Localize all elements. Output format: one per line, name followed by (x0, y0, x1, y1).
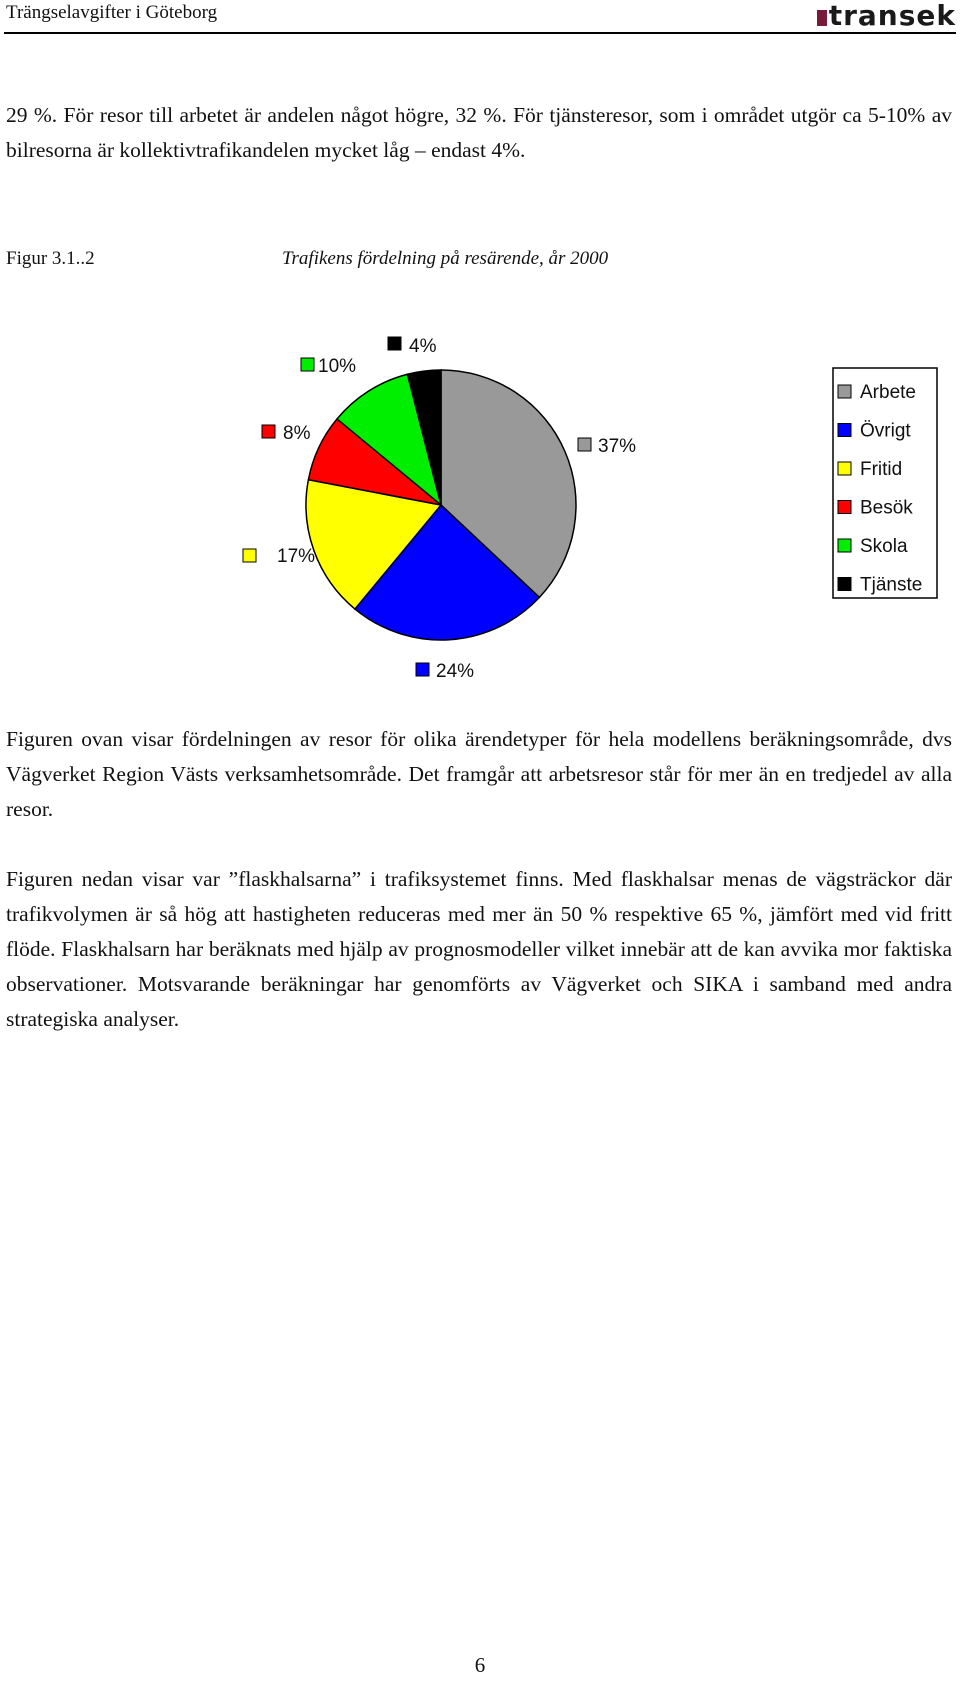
legend-entry-skola: Skola (860, 536, 908, 557)
legend-swatch-fritid (838, 462, 851, 475)
pie-legend (833, 368, 937, 598)
document-header-title: Trängselavgifter i Göteborg (6, 2, 218, 23)
pie-chart (0, 290, 960, 690)
legend-swatch-tjänste (838, 578, 851, 591)
legend-entry-tjänste: Tjänste (860, 574, 923, 596)
legend-entry-arbete: Arbete (860, 382, 916, 403)
header-rule (4, 32, 956, 34)
legend-swatch-skola (838, 539, 851, 552)
logo-mark (817, 10, 827, 26)
data-label-skola: 10% (318, 356, 357, 377)
pie-slices (306, 370, 576, 640)
data-label-swatch (262, 425, 275, 438)
data-label-fritid: 17% (277, 546, 316, 567)
legend-entry-besök: Besök (860, 497, 913, 519)
data-label-tjänste: 4% (409, 336, 437, 357)
legend-entry-fritid: Fritid (860, 459, 903, 480)
legend-swatch-besök (838, 501, 851, 514)
transek-logo (817, 2, 956, 30)
data-label-swatch (416, 663, 429, 676)
data-label-övrigt: 24% (436, 661, 475, 682)
legend-swatch-arbete (838, 385, 851, 398)
page-number: 6 (474, 1653, 486, 1677)
legend-swatch-övrigt (838, 424, 851, 437)
legend-entry-övrigt: Övrigt (860, 420, 911, 442)
data-label-swatch (578, 438, 591, 451)
figure-label: Figur 3.1..2 (6, 248, 95, 269)
figure-description-paragraph: Figuren ovan visar fördelningen av resor för olika ärendetyper för hela modellens beräkningsområde, dvs Vägverket Region Västs verksamhetsområde. Det framgår att arbetsresor står för mer än en tredjedel av alla resor. (6, 727, 952, 821)
data-label-arbete: 37% (598, 436, 637, 457)
data-label-besök: 8% (283, 423, 311, 444)
bottlenecks-paragraph: Figuren nedan visar var ”flaskhalsarna” i trafiksystemet finns. Med flaskhalsar menas de vägsträckor där trafikvolymen är så hög att hastigheten reduceras med mer än 50 % respektive 65 %, jämfört med vid fritt flöde. Flaskhalsarn har beräknats med hjälp av prognosmodeller vilket innebär att de kan avvika mor faktiska observationer. Motsvarande beräkningar har genomförts av Vägverket och SIKA i samband med andra strategiska analyser. (6, 867, 952, 1031)
data-label-swatch (243, 549, 256, 562)
figure-caption: Trafikens fördelning på resärende, år 2000 (282, 248, 609, 269)
logo-text: transek (828, 0, 956, 32)
intro-paragraph: 29 %. För resor till arbetet är andelen något högre, 32 %. För tjänsteresor, som i området utgör ca 5-10% av bilresorna är kollektivtrafikandelen mycket låg – endast 4%. (6, 103, 952, 162)
data-label-swatch (388, 337, 401, 350)
data-label-swatch (301, 358, 314, 371)
